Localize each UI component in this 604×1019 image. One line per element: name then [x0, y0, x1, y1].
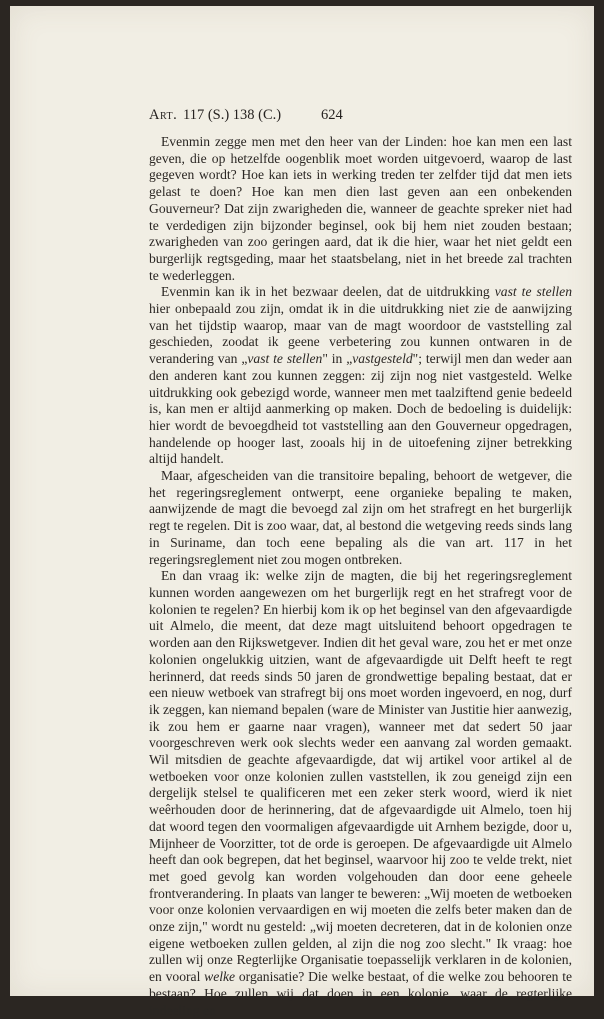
- paragraph: [149, 134, 572, 284]
- text-run: organisatie? Die welke bestaat, of die welke zou behooren te bestaan? Hoe zullen wij dat doen in een kolonie, waar de regterlijke indeeling en: [149, 969, 573, 1018]
- paragraph: [149, 468, 572, 568]
- italic-text: welke: [204, 969, 236, 985]
- paragraph: [149, 284, 572, 468]
- italic-text: vast te stellen: [247, 351, 323, 367]
- text-run: " in „: [322, 351, 353, 367]
- italic-text: vastgesteld: [352, 351, 413, 367]
- text-run: hier onbepaald zou zijn, omdat ik in die uitdrukking niet zie de aanwijzing van het tijdstip waarop, maar van de magt woordoor de vaststelling zal geschieden, zoodat ik geene verbetering zou kunnen ontwaren in de verandering van „: [149, 301, 572, 367]
- header-article-numbers: 117 (S.) 138 (C.): [183, 107, 282, 123]
- text-run: Maar, afgescheiden van die transitoire bepaling, behoort de wetgever, die het regeringsreglement ontwerpt, eene organieke bepaling te maken, aanwijzende de magt die bevoegd zal zijn om het strafregt en het burgerlijk regt te regelen. Dit is zoo waar, dat, al bestond die wetgeving reeds sinds lang in Suriname, dan toch eene bepaling als die van art. 117 in het regeringsreglement niet zou mogen ontbreken.: [149, 468, 572, 567]
- text-run: En dan vraag ik: welke zijn de magten, die bij het regeringsreglement kunnen worden aangewezen om het burgerlijk regt en het strafregt voor de kolonien te regelen? En hierbij kom ik op het beginsel van den afgevaardigde uit Almelo, die meent, dat deze magt uitsluitend behoort opgedragen te worden aan den Rijkswetgever. Indien dit het geval ware, zou het er met onze kolonien ongelukkig uitzien, want de afgevaardigde uit Delft heeft te regt herinnerd, dat reeds sinds 50 jaren de grondwettige bepaling bestaat, dat er een nieuw wetboek van strafregt bij ons moet worden ingevoerd, en nog, durf ik zeggen, kan niemand bepalen (ware de Minister van Justitie hier aanwezig, ik zou hem er gaarne naar vragen), wanneer met dat sedert 50 jaar voorgeschreven werk ook slechts weder een aanvang zal worden gemaakt. Wil mitsdien de geachte afgevaardigde, dat wij artikel voor artikel al de wetboeken voor onze kolonien zullen vaststellen, ik zou geneigd zijn een dergelijk stelsel te qualificeren met een zeker sterk woord, wierd ik niet weêrhouden door de herinnering, dat de afgevaardigde uit Almelo, toen hij dat woord tegen den voormaligen afgevaardigde uit Arnhem bezigde, door u, Mijnheer de Voorzitter, tot de orde is geroepen. De afgevaardigde uit Almelo heeft dan ook begrepen, dat het beginsel, waarvoor hij zoo te velde trekt, niet met goed gevolg kan worden volgehouden dan door eene geheele frontverandering. In plaats van langer te beweren: „Wij moeten de wetboeken voor onze kolonien vervaardigen en wij moeten die zelfs beter maken dan de onze zijn," wordt nu gesteld: „wij moeten decreteren, dat in de kolonien onze eigene wetboeken zullen gelden, al zijn die nog zoo slecht." Ik vraag: hoe zullen wij onze Regterlijke Organisatie toepasselijk verklaren in de kolonien, en vooral: [149, 568, 572, 985]
- text-run: Evenmin zegge men met den heer van der Linden: hoe kan men een last geven, die op hetzelfde oogenblik moet worden uitgevoerd, waarop de last gegeven wordt? Hoe kan iets in werking treden ter zelfder tijd dat men iets gelast te doen? Hoe kan men dien last geven aan een onbekenden Gouverneur? Dat zijn zwarigheden die, wanneer de geachte spreker niet had te verdedigen zijn bijzonder beginsel, ook bij hem niet zouden bestaan; zwarigheden van zoo geringen aard, dat ik die hier, waar het niet geldt een burgerlijk regtsgeding, maar het staatsbelang, niet in het breede zal trachten te wederleggen.: [149, 134, 572, 283]
- text-run: "; terwijl men dan weder aan den anderen kant zou kunnen zeggen: zij zijn nog niet vastgesteld. Welke uitdrukking ook gebezigd worde, wanneer men met taalziftend genie bedeeld is, kan men er altijd aanmerking op maken. Doch de bedoeling is duidelijk: hier wordt de bevoegdheid tot vaststelling aan den Gouverneur opgedragen, handelende op hooger last, zooals hij in de uitoefening zijner betrekking altijd handelt.: [149, 351, 573, 467]
- text-run: Evenmin kan ik in het bezwaar deelen, dat de uitdrukking: [161, 284, 495, 300]
- book-page: [10, 6, 594, 1018]
- italic-text: vast te stellen: [494, 284, 572, 300]
- header-article-label: Art.: [149, 107, 178, 123]
- paragraph: [149, 568, 572, 1019]
- body-text: [149, 134, 572, 1019]
- header-page-number: 624: [321, 107, 343, 123]
